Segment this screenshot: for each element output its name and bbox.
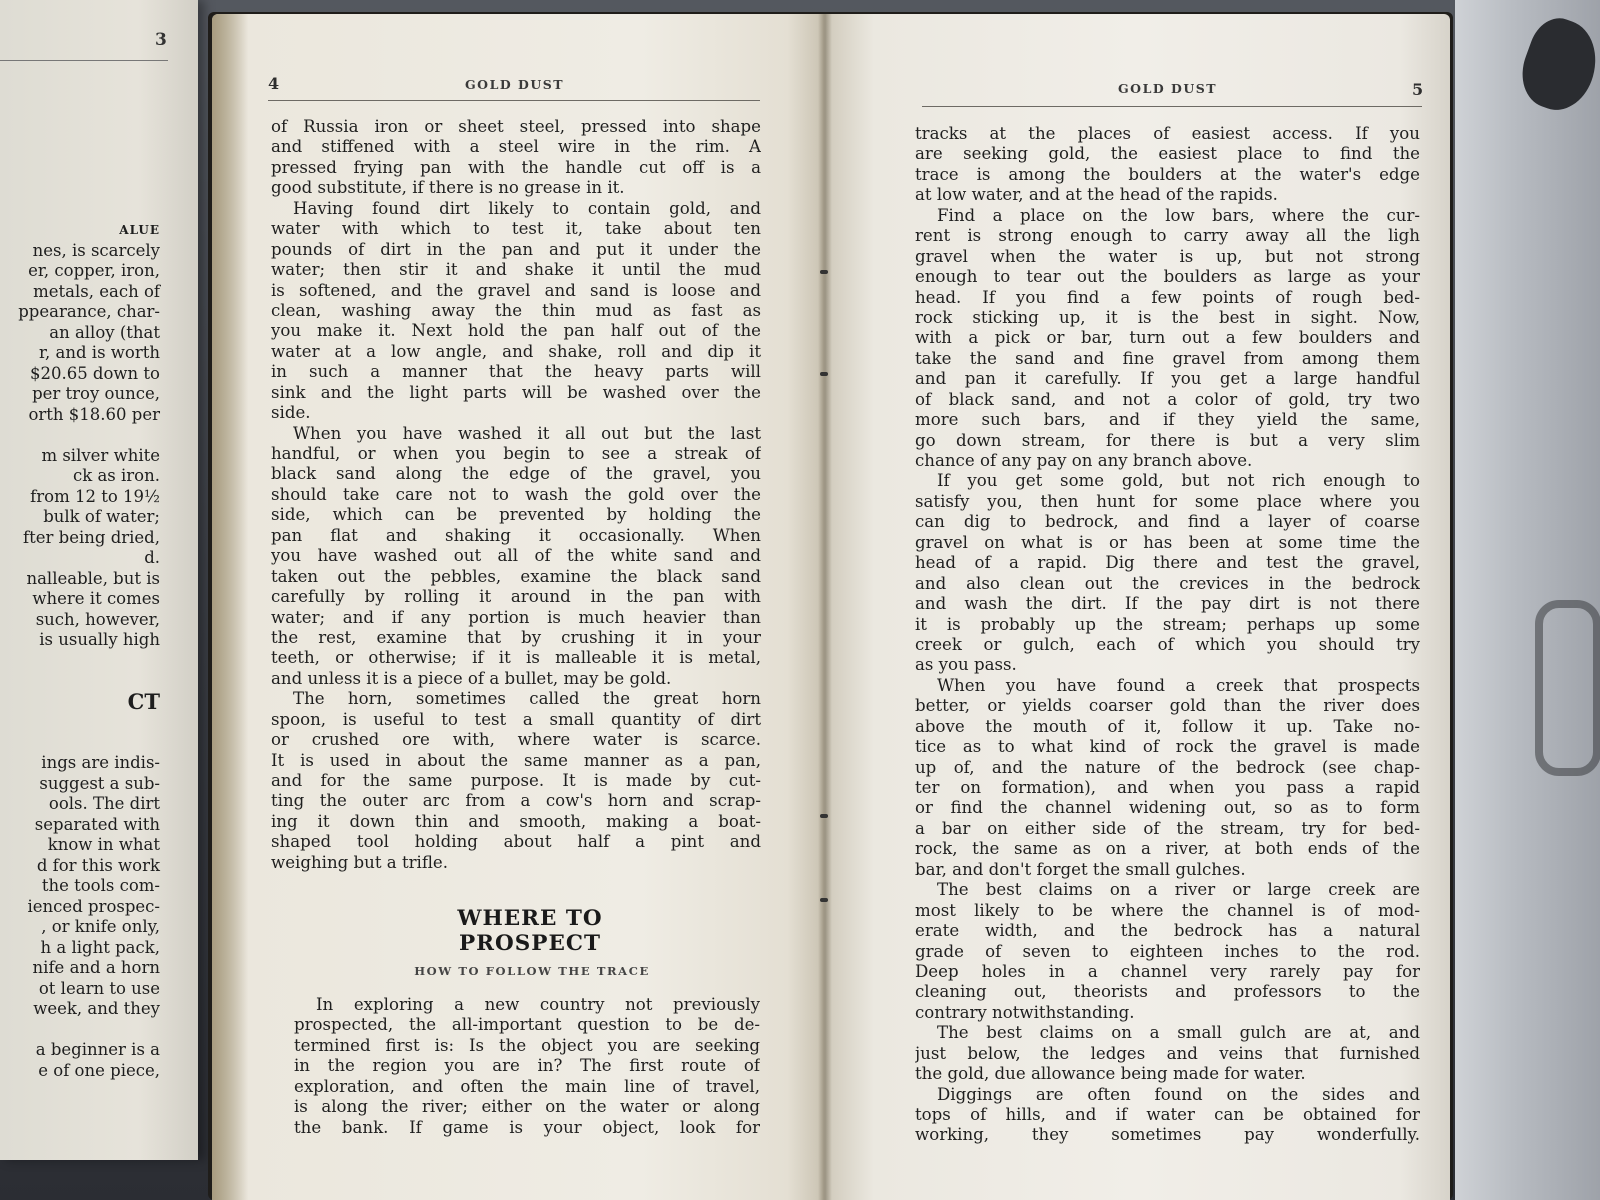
text-fragment: know in what (47, 835, 160, 854)
text-fragment: suggest a sub- (39, 773, 160, 793)
text-fragment: m silver white (41, 445, 160, 465)
left-running-head: GOLD DUST (465, 77, 565, 92)
text-line: bar, and don't forget the small gulches. (915, 859, 1246, 879)
text-line: most likely to be where the channel is of mod- (915, 900, 1420, 920)
binding-stitch (820, 270, 828, 274)
text-fragment: ot learn to use (38, 978, 160, 998)
text-line: of black sand, and not a color of gold, try two (915, 389, 1420, 409)
left-page-number: 4 (268, 74, 280, 93)
text-fragment: , or knife only, (41, 917, 160, 936)
text-fragment: CT (127, 688, 160, 714)
section-subheading: HOW TO FOLLOW THE TRACE (414, 964, 650, 978)
text-fragment: $20.65 down to (29, 363, 160, 383)
text-line: it is probably up the stream; perhaps up some (915, 614, 1420, 634)
text-line: weighing but a trifle. (271, 852, 449, 872)
text-line: you make it. Next hold the pan half out of the (271, 321, 761, 341)
text-line: a bar on either side of the stream, try for bed- (915, 818, 1420, 838)
text-fragment: ools. The dirt (48, 794, 160, 813)
text-line: It is used in about the same manner as a pan, (271, 750, 761, 770)
text-line: If you get some gold, but not rich enough to (937, 471, 1420, 491)
text-line: ing it down thin and smooth, making a boat- (271, 811, 761, 831)
text-line: The best claims on a small gulch are at, and (937, 1023, 1420, 1043)
text-line: side, which can be prevented by holding the (271, 505, 761, 525)
text-fragment: where it comes (32, 589, 160, 608)
text-line: or find the channel widening out, so as to form (915, 798, 1420, 818)
binding-stitch (820, 372, 828, 376)
text-fragment: ALUE (119, 223, 160, 237)
text-line: carefully by rolling it around in the pan with (271, 587, 761, 607)
text-line: Having found dirt likely to contain gold, and (293, 198, 761, 218)
text-line: teeth, or otherwise; if it is malleable it is metal, (271, 648, 761, 668)
text-line: better, or yields coarser gold than the river does (915, 696, 1420, 716)
text-line: at low water, and at the head of the rapids. (915, 185, 1278, 205)
text-line: pounds of dirt in the pan and put it under the (271, 239, 761, 259)
text-line: in such a manner that the heavy parts will (271, 362, 761, 382)
left-page-body (271, 117, 761, 873)
right-header-rule (922, 106, 1422, 107)
text-line: Deep holes in a channel very rarely pay for (915, 961, 1420, 981)
text-line: creek or gulch, each of which you should try (915, 634, 1420, 654)
text-line: tice as to what kind of rock the gravel is made (915, 737, 1420, 757)
right-page-number: 5 (1412, 80, 1424, 99)
text-fragment: an alloy (that (49, 322, 160, 342)
text-fragment: the tools com- (41, 876, 160, 895)
text-line: and also clean out the crevices in the bedrock (915, 573, 1420, 593)
text-line: gravel on what is or has been at some time the (915, 532, 1420, 552)
text-fragment: er, copper, iron, (28, 261, 160, 280)
text-fragment: separated with (34, 814, 160, 834)
text-line: as you pass. (915, 655, 1017, 675)
text-line: sink and the light parts will be washed over the (271, 382, 761, 402)
text-fragment (0, 712, 160, 733)
text-line: take the sand and fine gravel from among them (915, 348, 1420, 368)
text-line: tops of hills, and if water can be obtained for (915, 1105, 1420, 1124)
text-line: and wash the dirt. If the pay dirt is not there (915, 594, 1420, 614)
text-line: should take care not to wash the gold over the (271, 484, 761, 504)
text-line: are seeking gold, the easiest place to find the (915, 144, 1420, 164)
text-line: exploration, and often the main line of travel, (294, 1076, 760, 1096)
text-fragment: nes, is scarcely (32, 240, 160, 260)
text-line: the bank. If game is your object, look for (294, 1117, 760, 1137)
previous-page-text (0, 220, 160, 1081)
text-fragment: ck as iron. (72, 466, 160, 485)
text-fragment: ppearance, char- (18, 302, 160, 321)
text-line: pan flat and shaking it occasionally. When (271, 525, 761, 545)
text-line: up of, and the nature of the bedrock (see chap- (915, 757, 1420, 777)
text-line: When you have washed it all out but the last (293, 423, 761, 443)
text-fragment: from 12 to 19½ (30, 486, 160, 506)
text-line: pressed frying pan with the handle cut off is a (271, 157, 761, 177)
previous-page (0, 0, 198, 1160)
text-line: side. (271, 403, 311, 423)
text-line: head. If you find a few points of rough bed- (915, 287, 1420, 307)
text-line: spoon, is useful to test a small quantity of dirt (271, 709, 761, 729)
text-line: head of a rapid. Dig there and test the gravel, (915, 553, 1420, 573)
section-heading: WHERE TO PROSPECT (457, 906, 603, 956)
text-fragment: week, and they (33, 999, 160, 1018)
text-fragment: nife and a horn (32, 958, 160, 977)
text-line: water at a low angle, and shake, roll and dip it (271, 341, 761, 361)
text-fragment (0, 1020, 160, 1041)
text-line: prospected, the all-important question to be de- (294, 1015, 760, 1035)
text-line: more such bars, and if they yield the same, (915, 410, 1420, 430)
text-fragment (0, 651, 160, 672)
text-fragment: d. (144, 548, 160, 567)
text-line: you have washed out all of the white sand and (271, 546, 761, 566)
section-body (294, 995, 760, 1138)
text-line: working, they sometimes pay wonderfully. (915, 1125, 1420, 1145)
text-fragment: r, and is worth (38, 343, 160, 362)
text-line: in the region you are in? The first route of (294, 1056, 760, 1076)
text-line: and for the same purpose. It is made by cut- (271, 771, 761, 790)
left-header-rule (268, 100, 760, 101)
text-line: ting the outer arc from a cow's horn and scrap- (271, 791, 761, 811)
text-line: grade of seven to eighteen inches to the rod. (915, 941, 1420, 961)
text-fragment: h a light pack, (40, 937, 160, 957)
text-line: tracks at the places of easiest access. If you (915, 124, 1420, 143)
text-line: In exploring a new country not previously (316, 995, 760, 1014)
text-fragment: d for this work (36, 855, 160, 875)
text-line: black sand along the edge of the gravel, you (271, 464, 761, 484)
text-line: of Russia iron or sheet steel, pressed into shape (271, 117, 761, 136)
text-line: the rest, examine that by crushing it in your (271, 627, 761, 647)
right-page-body (915, 124, 1420, 1146)
text-line: gravel when the water is up, but not strong (915, 246, 1420, 266)
text-line: termined first is: Is the object you are seeking (294, 1035, 760, 1055)
text-line: taken out the pebbles, examine the black sand (271, 566, 761, 586)
text-line: or crushed ore with, where water is scarce. (271, 730, 761, 750)
text-fragment (0, 425, 160, 446)
text-line: just below, the ledges and veins that furnished (915, 1043, 1420, 1063)
previous-page-number: 3 (155, 30, 167, 50)
text-fragment: a beginner is a (35, 1040, 160, 1059)
text-line: and unless it is a piece of a bullet, may be gold. (271, 668, 672, 688)
text-line: water; and if any portion is much heavier than (271, 607, 761, 627)
text-line: erate width, and the bedrock has a natural (915, 921, 1420, 941)
text-fragment: e of one piece, (38, 1060, 160, 1080)
text-line: clean, washing away the thin mud as fast as (271, 300, 761, 320)
text-line: contrary notwithstanding. (915, 1002, 1135, 1022)
text-line: handful, or when you begin to see a streak of (271, 444, 761, 463)
right-running-head: GOLD DUST (1118, 81, 1218, 96)
text-fragment: is usually high (39, 630, 160, 649)
text-line: enough to tear out the boulders as large as your (915, 267, 1420, 287)
binding-stitch (820, 898, 828, 902)
text-line: When you have found a creek that prospects (937, 675, 1420, 695)
text-line: can dig to bedrock, and find a layer of coarse (915, 512, 1420, 532)
text-fragment: ienced prospec- (27, 896, 160, 916)
text-line: Diggings are often found on the sides and (937, 1084, 1420, 1104)
text-line: Find a place on the low bars, where the cur- (937, 205, 1420, 225)
text-fragment: such, however, (35, 609, 160, 629)
text-line: with a pick or bar, turn out a few boulders and (915, 328, 1420, 348)
text-line: ter on formation), and when you pass a rapid (915, 778, 1420, 797)
text-line: rent is strong enough to carry away all the ligh (915, 226, 1420, 246)
text-line: water; then stir it and shake it until the mud (271, 260, 761, 280)
text-line: chance of any pay on any branch above. (915, 451, 1253, 470)
text-line: The horn, sometimes called the great horn (293, 689, 761, 709)
book-gutter (818, 14, 832, 1200)
text-line: is softened, and the gravel and sand is loose and (271, 280, 761, 300)
text-line: and stiffened with a steel wire in the rim. A (271, 137, 761, 157)
text-fragment: per troy ounce, (32, 384, 160, 403)
text-fragment: orth $18.60 per (28, 404, 160, 424)
text-fragment: fter being dried, (23, 527, 160, 547)
text-line: shaped tool holding about half a pint and (271, 832, 761, 852)
text-line: good substitute, if there is no grease in it. (271, 178, 625, 198)
text-line: is along the river; either on the water or along (294, 1097, 760, 1117)
text-line: trace is among the boulders at the water's edge (915, 164, 1420, 184)
header-rule (0, 60, 168, 61)
text-line: satisfy you, then hunt for some place where you (915, 491, 1420, 511)
text-fragment: ings are indis- (41, 753, 160, 772)
text-fragment: nalleable, but is (26, 568, 160, 588)
text-line: go down stream, for there is but a very slim (915, 430, 1420, 450)
text-fragment: bulk of water; (43, 507, 160, 526)
binding-stitch (820, 814, 828, 818)
text-line: The best claims on a river or large creek are (937, 880, 1420, 900)
text-line: rock sticking up, it is the best in sight. Now, (915, 307, 1420, 327)
text-line: the gold, due allowance being made for water. (915, 1064, 1306, 1084)
display-clip (1535, 600, 1600, 776)
text-line: and pan it carefully. If you get a large handful (915, 369, 1420, 389)
text-line: above the mouth of it, follow it up. Take no- (915, 716, 1420, 736)
text-line: cleaning out, theorists and professors to the (915, 982, 1420, 1002)
text-line: water with which to test it, take about ten (271, 219, 761, 239)
text-fragment: metals, each of (33, 281, 160, 301)
text-line: rock, the same as on a river, at both ends of the (915, 839, 1420, 859)
text-fragment (0, 733, 160, 754)
